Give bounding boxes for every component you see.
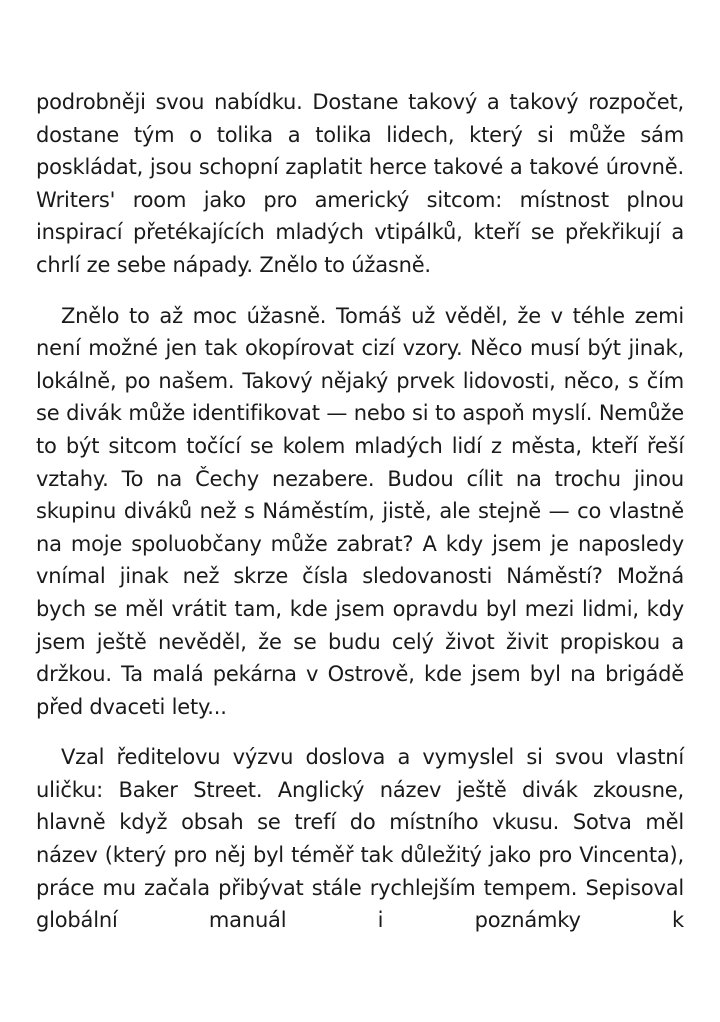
- paragraph-1: podrobněji svou nabídku. Dostane takový a takový rozpočet, dostane tým o tolika a tolika lidech, který si může sám poskládat, jsou schopní zaplatit herce takové a takové úrovně. Writers' room jako pro americký sitcom: místnost plnou inspirací přetékajících mladých vtipálků, kteří se překřikují a chrlí ze sebe nápady. Znělo to úžasně.: [36, 90, 684, 277]
- paragraph-2: Znělo to až moc úžasně. Tomáš už věděl, že v téhle zemi není možné jen tak okopírovat cizí vzory. Něco musí být jinak, lokálně, po našem. Takový nějaký prvek lidovosti, něco, s čím se divák může identifikovat — nebo si to aspoň myslí. Nemůže to být sitcom točící se kolem mladých lidí z města, kteří řeší vztahy. To na Čechy nezabere. Budou cílit na trochu jinou skupinu diváků než s Náměstím, jistě, ale stejně — co vlastně na moje spoluobčany může zabrat? A kdy jsem je naposledy vnímal jinak než skrze čísla sledovanosti Náměstí? Možná bych se měl vrátit tam, kde jsem opravdu byl mezi lidmi, kdy jsem ještě nevěděl, že se budu celý život živit propiskou a držkou. Ta malá pekárna v Ostrově, kde jsem byl na brigádě před dvaceti lety...: [36, 303, 684, 719]
- document-page: [36, 86, 684, 955]
- paragraph-3: Vzal ředitelovu výzvu doslova a vymyslel si svou vlastní uličku: Baker Street. Anglický název ještě divák zkousne, hlavně když obsah se trefí do místního vkusu. Sotva měl název (který pro něj byl téměř tak důležitý jako pro Vincenta), práce mu začala přibývat stále rychlejším tempem. Sepisoval globální manuál i poznámky k: [36, 745, 684, 933]
